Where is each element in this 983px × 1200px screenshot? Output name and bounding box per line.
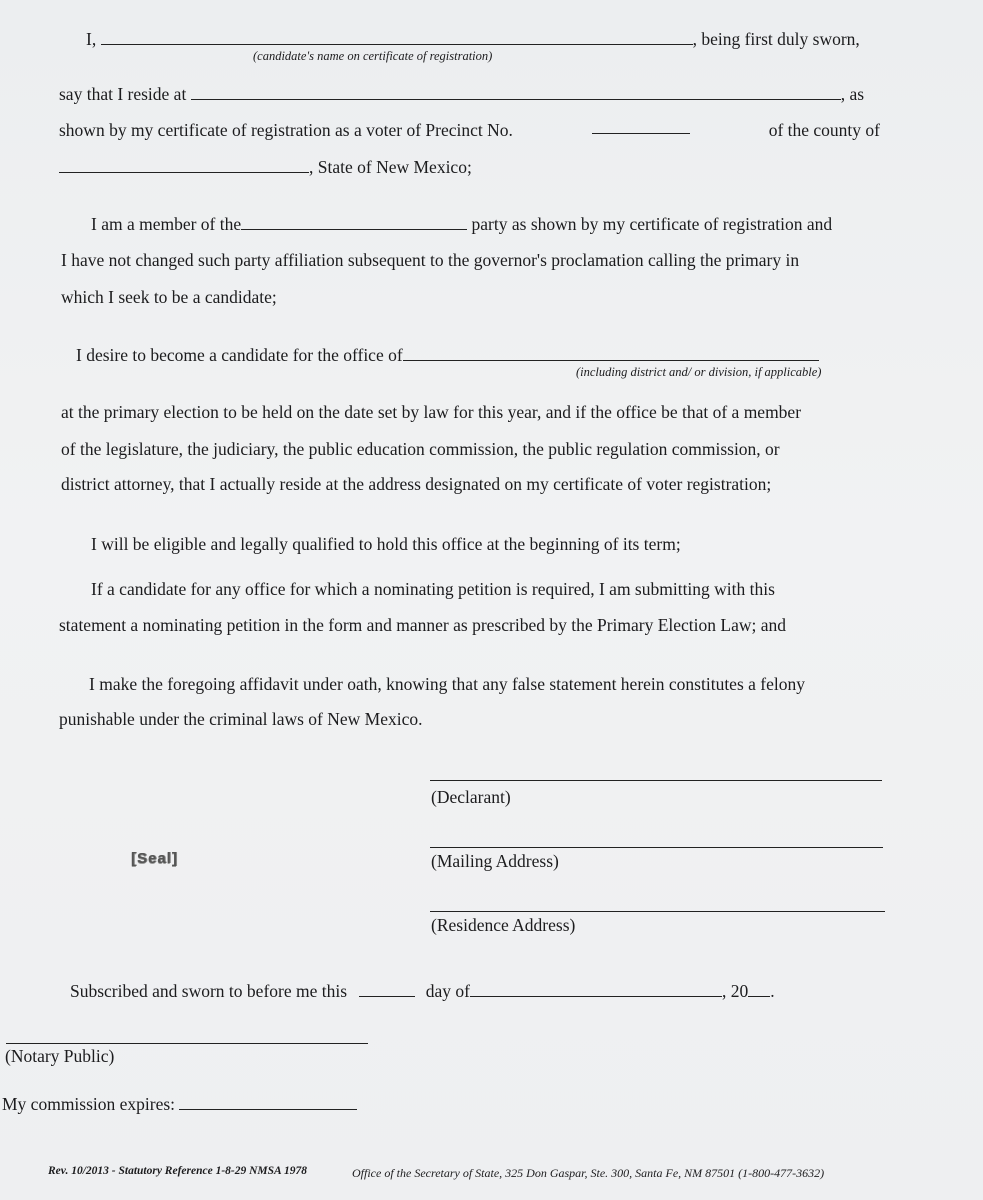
text-reside: say that I reside at — [59, 84, 187, 104]
petition-line-2: statement a nominating petition in the form and manner as prescribed by the Primary Election Law; and — [59, 615, 787, 635]
election-line-1: at the primary election to be held on the date set by law for this year, and if the office be that of a member — [61, 402, 802, 422]
text-county-of: of the county of — [768, 120, 880, 140]
commission-expires-field[interactable] — [179, 1095, 357, 1110]
election-line-3: district attorney, that I actually reside at the address designated on my certificate of voter registration; — [61, 474, 772, 494]
footer-office: Office of the Secretary of State, 325 Don Gaspar, Ste. 300, Santa Fe, NM 87501 (1-800-477-3632) — [352, 1166, 825, 1180]
text-sworn: , being first duly sworn, — [692, 29, 860, 49]
precinct-number-field[interactable] — [592, 119, 690, 134]
text-state: , State of New Mexico; — [309, 157, 472, 177]
day-field[interactable] — [359, 982, 415, 997]
county-line — [59, 156, 472, 178]
declaration-line-1 — [86, 28, 860, 50]
office-line — [76, 344, 819, 366]
text-precinct: shown by my certificate of registration as a voter of Precinct No. — [59, 120, 513, 140]
year-field[interactable] — [748, 982, 770, 997]
election-line-2: of the legislature, the judiciary, the public education commission, the public regulation commission, or — [61, 439, 780, 459]
oath-line-1: I make the foregoing affidavit under oath, knowing that any false statement herein constitutes a felony — [89, 674, 805, 694]
residence-address-field[interactable] — [191, 85, 841, 100]
mailing-address-label: (Mailing Address) — [431, 851, 559, 871]
month-field[interactable] — [470, 982, 722, 997]
text-i: I, — [86, 29, 97, 49]
notary-signature-line[interactable] — [6, 1043, 368, 1044]
residence-address-label: (Residence Address) — [431, 915, 576, 935]
office-field[interactable] — [403, 346, 819, 361]
seal-mark: [Seal] — [131, 850, 178, 867]
text-day-of: day of — [425, 981, 471, 1001]
commission-line — [2, 1093, 357, 1115]
party-line-1 — [91, 213, 832, 235]
text-as: , as — [840, 84, 865, 104]
candidate-name-field[interactable] — [101, 30, 693, 45]
text-commission: My commission expires: — [2, 1094, 176, 1114]
county-field[interactable] — [59, 158, 309, 173]
candidate-name-caption: (candidate's name on certificate of registration) — [253, 49, 493, 63]
party-line-2: I have not changed such party affiliation subsequent to the governor's proclamation calling the primary in — [61, 250, 800, 270]
declarant-signature-line[interactable] — [430, 780, 882, 781]
subscribed-line — [70, 980, 775, 1002]
text-member: I am a member of the — [91, 214, 242, 234]
precinct-line — [59, 119, 880, 141]
residence-address-line[interactable] — [430, 911, 885, 912]
text-party-shown: party as shown by my certificate of registration and — [471, 214, 833, 234]
party-line-3: which I seek to be a candidate; — [61, 287, 277, 307]
oath-line-2: punishable under the criminal laws of New Mexico. — [59, 709, 423, 729]
text-year: , 20 — [722, 981, 749, 1001]
text-office: I desire to become a candidate for the office of — [76, 345, 403, 365]
office-caption: (including district and/ or division, if applicable) — [576, 365, 822, 379]
text-period: . — [770, 981, 775, 1001]
mailing-address-line[interactable] — [430, 847, 883, 848]
party-field[interactable] — [241, 215, 467, 230]
text-subscribed: Subscribed and sworn to before me this — [70, 981, 348, 1001]
declarant-label: (Declarant) — [431, 787, 511, 807]
notary-label: (Notary Public) — [5, 1046, 115, 1066]
footer-revision: Rev. 10/2013 - Statutory Reference 1-8-29 NMSA 1978 — [48, 1165, 307, 1177]
residence-line — [59, 83, 864, 105]
eligible-line: I will be eligible and legally qualified to hold this office at the beginning of its term; — [91, 534, 681, 554]
petition-line-1: If a candidate for any office for which a nominating petition is required, I am submitting with this — [91, 579, 775, 599]
